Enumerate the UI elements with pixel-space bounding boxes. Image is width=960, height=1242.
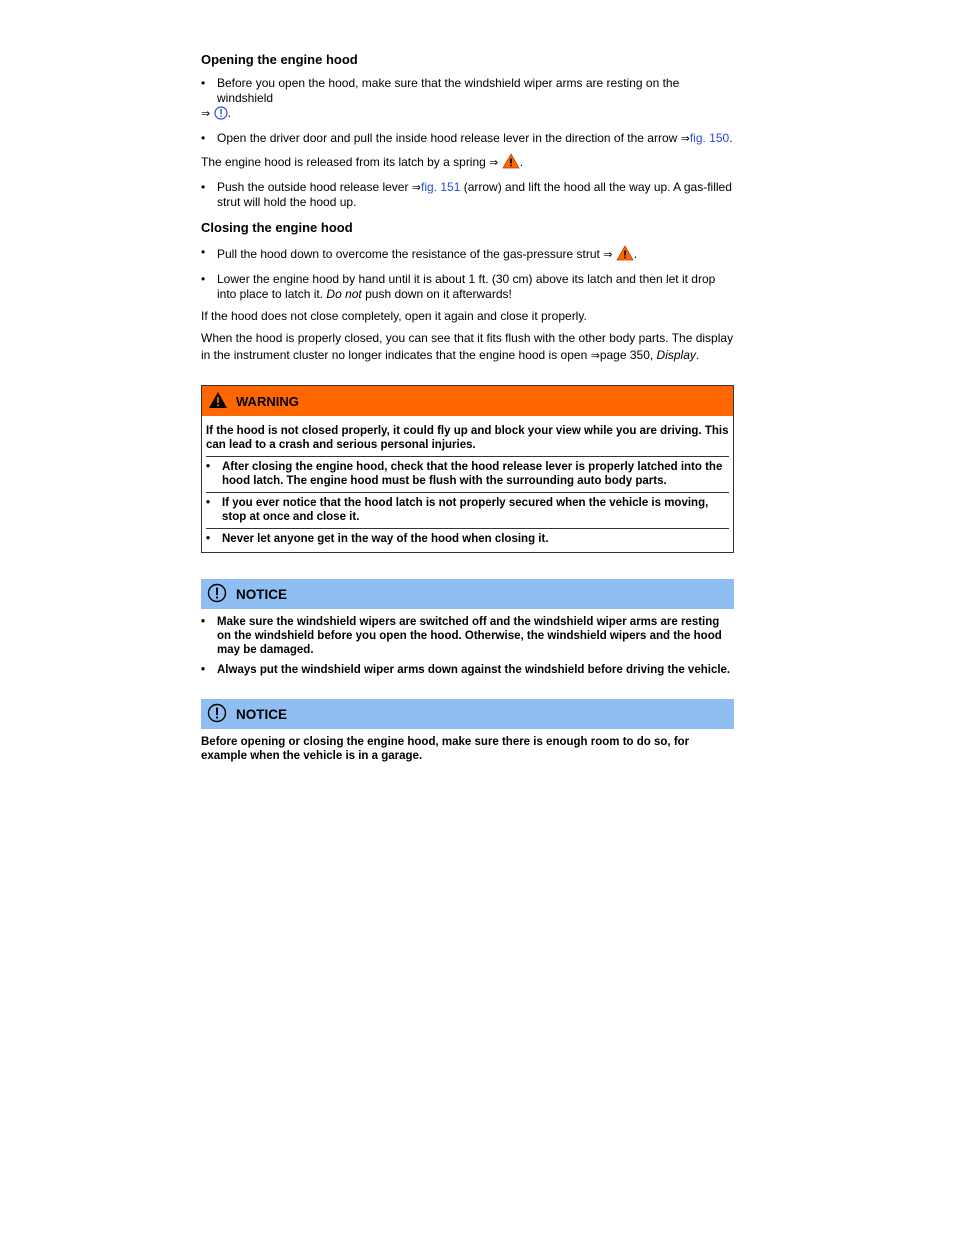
list-item bbox=[201, 180, 734, 210]
step-text: Open the driver door and pull the inside hood release lever in the direction of the arrow bbox=[217, 131, 681, 145]
list-item bbox=[201, 272, 734, 302]
period: . bbox=[227, 106, 231, 120]
warning-header bbox=[202, 386, 733, 416]
step-text: Push the outside hood release lever bbox=[217, 180, 412, 194]
section-title-opening: Opening the engine hood bbox=[201, 52, 358, 67]
caution-circle-icon bbox=[207, 703, 236, 726]
caution-circle-icon bbox=[207, 583, 236, 606]
notice-box bbox=[201, 699, 734, 763]
warning-intro: If the hood is not closed properly, it could fly up and block your view while you are driving. This can lead to a crash and serious personal injuries. bbox=[206, 421, 729, 457]
paragraph: When the hood is properly closed, you can see that it fits flush with the other body parts. The display bbox=[201, 331, 734, 345]
notice-body bbox=[201, 609, 734, 677]
warning-item-text: Never let anyone get in the way of the hood when closing it. bbox=[222, 533, 549, 545]
xref-arrow: ⇒ bbox=[680, 132, 690, 145]
period: . bbox=[695, 348, 700, 362]
bullet: • bbox=[206, 497, 211, 509]
warning-item-text: After closing the engine hood, check that the hood release lever is properly latched into the hood latch. The engine hood must be flush with the surrounding auto body parts. bbox=[222, 461, 723, 487]
bullet: • bbox=[206, 533, 211, 545]
paragraph bbox=[201, 348, 734, 363]
bullet: • bbox=[201, 616, 206, 628]
warning-title: WARNING bbox=[236, 393, 299, 409]
list-item bbox=[201, 76, 734, 124]
warning-item bbox=[206, 457, 729, 493]
step-text: Before you open the hood, make sure that the windshield wiper arms are resting on the windshield bbox=[217, 76, 680, 105]
bullet: • bbox=[201, 180, 206, 194]
xref-arrow: ⇒ bbox=[489, 156, 499, 169]
page-ref-title[interactable]: Display bbox=[656, 348, 696, 362]
notice-header bbox=[201, 579, 734, 609]
xref-arrow: ⇒ bbox=[603, 248, 613, 261]
xref-arrow: ⇒ bbox=[411, 181, 422, 194]
step-text: Lower the engine hood by hand until it is about 1 ft. (30 cm) above its latch and then let it drop into place to latch it. bbox=[217, 272, 716, 301]
warning-item bbox=[206, 493, 729, 529]
bullet: • bbox=[201, 76, 206, 90]
warning-item-text: If you ever notice that the hood latch is not properly secured when the vehicle is moving, stop at once and close it. bbox=[222, 497, 709, 523]
notice-box bbox=[201, 579, 734, 677]
warning-triangle-icon[interactable] bbox=[616, 245, 634, 265]
list-item bbox=[201, 131, 734, 146]
bullet: • bbox=[201, 272, 206, 286]
warning-box bbox=[201, 385, 734, 553]
section-title-closing: Closing the engine hood bbox=[201, 220, 353, 235]
period: . bbox=[729, 131, 733, 145]
fig-151-link[interactable]: fig. 151 bbox=[421, 180, 461, 194]
period: . bbox=[633, 247, 638, 261]
xref-arrow: ⇒ bbox=[590, 349, 600, 362]
notice-title: NOTICE bbox=[236, 706, 288, 722]
notice-header bbox=[201, 699, 734, 729]
notice-item-text: Make sure the windshield wipers are switched off and the windshield wiper arms are resting on the windshield before you open the hood. Otherwise, the windshield wipers and the hood may be damaged. bbox=[217, 616, 722, 656]
step-text-cont: push down on it afterwards! bbox=[361, 287, 512, 301]
paragraph: If the hood does not close completely, open it again and close it properly. bbox=[201, 309, 587, 323]
page-ref[interactable]: page 350, bbox=[599, 348, 657, 362]
period: . bbox=[519, 155, 524, 169]
warning-item bbox=[206, 529, 729, 550]
notice-item bbox=[201, 615, 734, 657]
notice-text: Before opening or closing the engine hood, make sure there is enough room to do so, for example when the vehicle is in a garage. bbox=[201, 736, 690, 762]
notice-title: NOTICE bbox=[236, 586, 288, 602]
paragraph bbox=[201, 153, 734, 173]
notice-item bbox=[201, 663, 734, 677]
step-text-cont: (arrow) and lift the hood all the way up. A gas-filled strut will hold the hood up. bbox=[217, 180, 732, 209]
notice-item-text: Always put the windshield wiper arms down against the windshield before driving the vehicle. bbox=[217, 664, 731, 676]
para-text: in the instrument cluster no longer indicates that the engine hood is open bbox=[201, 348, 591, 362]
step-text: Pull the hood down to overcome the resistance of the gas-pressure strut bbox=[217, 247, 604, 261]
bullet: • bbox=[201, 664, 206, 676]
warning-body bbox=[202, 416, 733, 552]
emphasis: Do not bbox=[326, 287, 362, 301]
manual-page bbox=[201, 52, 734, 763]
bullet: • bbox=[201, 245, 206, 259]
warning-triangle-icon[interactable] bbox=[502, 153, 520, 173]
caution-circle-icon[interactable] bbox=[214, 106, 228, 124]
xref-arrow: ⇒ bbox=[201, 107, 211, 120]
bullet: • bbox=[206, 461, 211, 473]
bullet: • bbox=[201, 131, 206, 145]
para-text: The engine hood is released from its latch by a spring bbox=[201, 155, 490, 169]
list-item bbox=[201, 245, 734, 265]
fig-150-link[interactable]: fig. 150 bbox=[689, 131, 730, 145]
warning-triangle-icon bbox=[208, 391, 236, 412]
